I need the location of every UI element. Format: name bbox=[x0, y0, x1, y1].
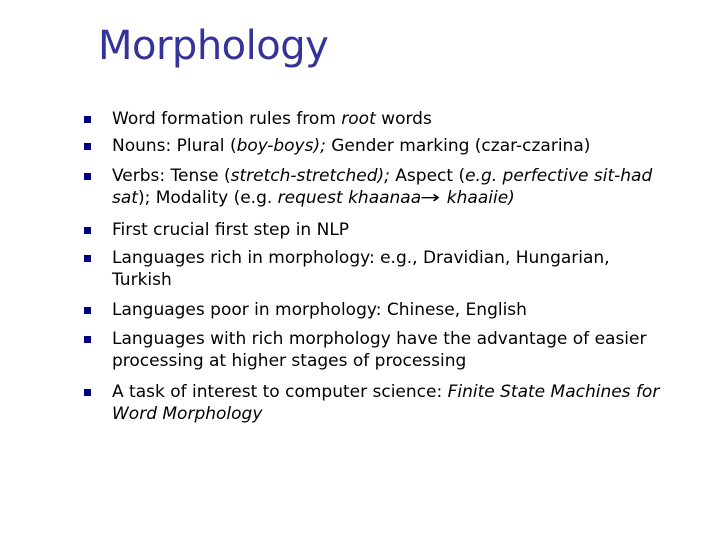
bullet-text: Gender marking (czar-czarina) bbox=[325, 136, 591, 156]
bullet-item bbox=[112, 163, 692, 211]
bullet-line bbox=[112, 297, 692, 323]
bullet-line bbox=[112, 106, 692, 132]
square-bullet-icon bbox=[84, 389, 91, 396]
bullet-text: Word formation rules from bbox=[112, 109, 342, 129]
bullet-line bbox=[112, 245, 692, 271]
square-bullet-icon bbox=[84, 227, 91, 234]
bullet-text-italic: Word Morphology bbox=[112, 404, 263, 424]
bullet-text-italic: root bbox=[341, 109, 376, 129]
bullet-text-italic: Finite State Machines for bbox=[447, 382, 660, 402]
bullet-item bbox=[112, 379, 692, 427]
bullet-item bbox=[112, 133, 692, 159]
bullet-item bbox=[112, 106, 692, 132]
square-bullet-icon bbox=[84, 336, 91, 343]
bullet-text: Languages poor in morphology: Chinese, English bbox=[112, 300, 527, 320]
bullet-text-italic: request khaanaa bbox=[277, 188, 422, 208]
bullet-text: Nouns: Plural ( bbox=[112, 136, 237, 156]
bullet-text: Aspect ( bbox=[389, 166, 466, 186]
bullet-text: Languages rich in morphology: e.g., Dravidian, Hungarian, bbox=[112, 248, 610, 268]
bullet-text: Turkish bbox=[112, 270, 172, 290]
bullet-text: A task of interest to computer science: bbox=[112, 382, 448, 402]
bullet-text-italic: e.g. perfective sit-had bbox=[465, 166, 653, 186]
square-bullet-icon bbox=[84, 116, 91, 123]
bullet-text: ); Modality (e.g. bbox=[137, 188, 278, 208]
bullet-text-italic: sat bbox=[112, 188, 138, 208]
square-bullet-icon bbox=[84, 307, 91, 314]
bullet-text: First crucial first step in NLP bbox=[112, 220, 350, 240]
bullet-text-italic: boy-boys); bbox=[236, 136, 326, 156]
bullet-text-italic: stretch-stretched); bbox=[230, 166, 390, 186]
bullet-item bbox=[112, 297, 692, 323]
bullet-text-italic: khaaiie) bbox=[441, 188, 515, 208]
bullet-text: words bbox=[375, 109, 432, 129]
bullet-line bbox=[112, 133, 692, 159]
slide-title: Morphology bbox=[98, 23, 329, 69]
square-bullet-icon bbox=[84, 173, 91, 180]
bullet-text: Verbs: Tense ( bbox=[112, 166, 231, 186]
bullet-line bbox=[112, 217, 692, 243]
square-bullet-icon bbox=[84, 143, 91, 150]
right-arrow-icon: → bbox=[420, 188, 441, 208]
bullet-item bbox=[112, 217, 692, 243]
bullet-text: Languages with rich morphology have the advantage of easier bbox=[112, 329, 647, 349]
bullet-item bbox=[112, 326, 692, 374]
square-bullet-icon bbox=[84, 255, 91, 262]
bullet-item bbox=[112, 245, 692, 293]
bullet-text: processing at higher stages of processing bbox=[112, 351, 467, 371]
